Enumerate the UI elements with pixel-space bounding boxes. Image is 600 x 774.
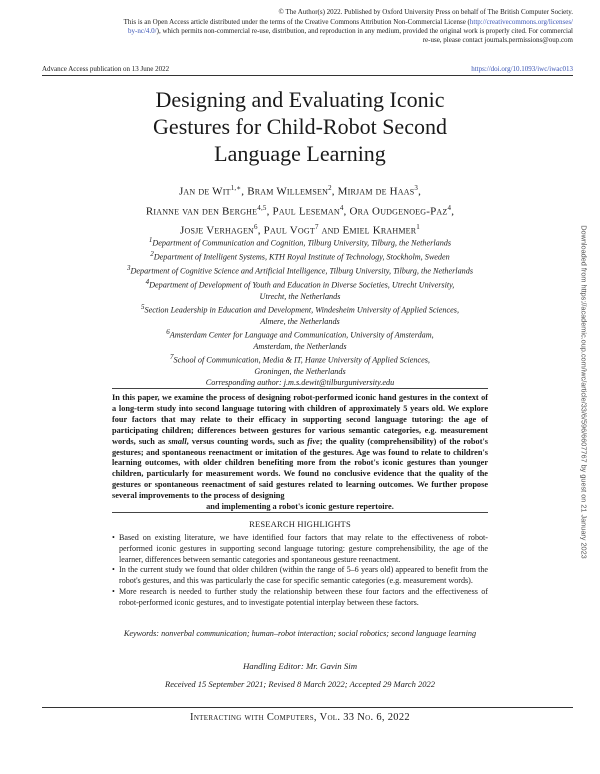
affiliation-line bbox=[40, 366, 560, 377]
affiliation-text: Almere, the Netherlands bbox=[260, 316, 340, 326]
abstract-part-1: In this paper, we examine the process of designing robot-performed iconic hand gestures in the context of a long-term study into second language tutoring with children of approximately 5 years old. We explore four factors that may relate to their efficacy in supporting second language tutoring: the age of participating children; differences between gestures for various semantic categories, e.g. measurement words, such as bbox=[112, 393, 488, 446]
author-name: Paul Vogt bbox=[263, 224, 315, 237]
affiliation-sup: 4 bbox=[145, 277, 150, 286]
title-line-1: Designing and Evaluating Iconic bbox=[155, 87, 445, 112]
author-sep: , bbox=[451, 205, 455, 218]
affiliation-text: Department of Development of Youth and Education in Diverse Societies, Utrecht University, bbox=[149, 280, 455, 290]
affiliation-line bbox=[40, 302, 560, 316]
author-name: Josje Verhagen bbox=[180, 224, 255, 237]
author-line bbox=[40, 200, 560, 220]
keywords-label: Keywords: bbox=[123, 629, 160, 638]
license-text-1: This is an Open Access article distributed under the terms of the Creative Commons Attribution Non-Commercial License ( bbox=[123, 18, 470, 26]
author-sep: , bbox=[331, 185, 338, 198]
affiliation-text: Amsterdam, the Netherlands bbox=[253, 342, 347, 352]
affiliation-text: School of Communication, Media & IT, Hanze University of Applied Sciences, bbox=[173, 355, 430, 365]
highlight-item bbox=[112, 565, 488, 587]
affiliation-text: Groningen, the Netherlands bbox=[254, 367, 346, 377]
author-sep: , bbox=[418, 185, 422, 198]
author-affil-sup: 1 bbox=[416, 223, 420, 232]
footer-rule bbox=[42, 707, 573, 708]
affiliation-line bbox=[40, 341, 560, 352]
bullet-icon: • bbox=[112, 565, 115, 575]
affiliation-line bbox=[40, 249, 560, 263]
highlight-item bbox=[112, 587, 488, 609]
affiliation-sup: 5 bbox=[140, 302, 145, 311]
author-affil-sup: 4 bbox=[447, 203, 452, 212]
author-list bbox=[40, 180, 560, 239]
affiliation-text: Amsterdam Center for Language and Communication, University of Amsterdam, bbox=[169, 330, 434, 340]
author-affil-sup: 7 bbox=[314, 223, 319, 232]
author-name: Mirjam de Haas bbox=[337, 185, 415, 198]
author-affil-sup: 6 bbox=[254, 223, 258, 232]
highlights bbox=[112, 533, 488, 609]
highlight-text: More research is needed to further study the relationship between these four factors and the effectiveness of robot-performed iconic gestures, and to investigate potential interplay between these factors. bbox=[119, 586, 488, 607]
license-block bbox=[46, 18, 573, 45]
bullet-icon: • bbox=[112, 586, 115, 596]
author-name: Bram Willemsen bbox=[247, 185, 329, 198]
abstract-emph-five: five bbox=[307, 436, 320, 446]
author-sep: , bbox=[257, 224, 264, 237]
abstract-part-2: , versus counting words, such as bbox=[186, 436, 308, 446]
author-affil-sup: 3 bbox=[414, 184, 419, 192]
author-line bbox=[40, 180, 560, 200]
author-affil-sup: 2 bbox=[328, 184, 332, 192]
affiliation-sup: 1 bbox=[148, 236, 153, 244]
affiliation-text: Corresponding author: j.m.s.dewit@tilburguniversity.edu bbox=[205, 378, 395, 388]
abstract-last-line: and implementing a robot's iconic gesture repertoire. bbox=[206, 502, 394, 512]
author-sep: , bbox=[343, 205, 350, 218]
author-name: Ora Oudgenoeg-Paz bbox=[349, 205, 448, 218]
paper-title bbox=[60, 86, 540, 167]
license-text-3: re-use, please contact journals.permissions@oup.com bbox=[422, 36, 573, 44]
abstract-emph-small: small bbox=[168, 436, 187, 446]
title-line-2: Gestures for Child-Robot Second bbox=[153, 114, 447, 139]
keywords bbox=[112, 628, 488, 639]
highlight-text: In the current study we found that older children (within the range of 5–6 years old) appeared to benefit from the robot's gestures, and this was particularly the case for specific semantic categories (e.g. measurement words). bbox=[119, 565, 488, 586]
advance-access: Advance Access publication on 13 June 2022 bbox=[42, 65, 170, 73]
author-name: Paul Leseman bbox=[272, 205, 340, 218]
bullet-icon: • bbox=[112, 533, 115, 542]
license-link-2[interactable]: by-nc/4.0/ bbox=[128, 27, 157, 35]
journal-footer: Interacting with Computers, Vol. 33 No. 6, 2022 bbox=[190, 712, 410, 723]
affiliation-line bbox=[40, 352, 560, 366]
doi-link[interactable]: https://doi.org/10.1093/iwc/iwac013 bbox=[471, 65, 573, 73]
author-name: Emiel Krahmer bbox=[342, 224, 417, 237]
author-affil-sup: 1,∗ bbox=[230, 184, 242, 192]
abstract-part-3: ; the quality (comprehensibility) of the robot's gestures; and spontaneous reenactment or imitation of the gestures. Age was found to relate to children's learning outcomes, with older children benefiting more from the robot's iconic gestures than younger children, particularly for measurement words. We found no conclusive evidence that the quality of the gestures or spontaneous reenactment of said gestures related to learning outcomes. We further propose several improvements to the process of designing bbox=[112, 436, 488, 501]
affiliation-list bbox=[40, 235, 560, 389]
affiliation-sup: 6 bbox=[166, 328, 170, 337]
author-affil-sup: 4 bbox=[339, 203, 344, 212]
header-rule bbox=[42, 75, 573, 76]
abstract bbox=[112, 393, 488, 513]
highlight-item bbox=[112, 533, 488, 565]
affiliation-line bbox=[40, 377, 560, 388]
affiliation-sup: 3 bbox=[126, 263, 131, 272]
license-text-2: ), which permits non-commercial re-use, distribution, and reproduction in any medium, provided the original work is properly cited. For commercial bbox=[156, 27, 573, 35]
copyright-line: © The Author(s) 2022. Published by Oxford University Press on behalf of The British Computer Society. bbox=[278, 8, 573, 16]
received-dates: Received 15 September 2021; Revised 8 March 2022; Accepted 29 March 2022 bbox=[165, 679, 435, 689]
affiliation-line bbox=[40, 327, 560, 341]
affiliation-text: Section Leadership in Education and Development, Windesheim University of Applied Sciences, bbox=[144, 305, 460, 315]
abstract-bottom-rule bbox=[112, 512, 488, 513]
author-sep: , bbox=[241, 185, 248, 198]
affiliation-line bbox=[40, 291, 560, 302]
author-affil-sup: 4,5 bbox=[257, 203, 267, 212]
affiliation-line bbox=[40, 277, 560, 291]
highlights-heading: RESEARCH HIGHLIGHTS bbox=[249, 519, 351, 529]
author-and: and bbox=[318, 224, 343, 237]
highlight-text: Based on existing literature, we have identified four factors that may relate to the effectiveness of robot-performed iconic gestures in supporting second language tutoring: gesture comprehensibility, the age of the learner, differences between semantic categories and spontaneous gesture reenactment. bbox=[119, 533, 488, 564]
affiliation-sup: 7 bbox=[170, 353, 174, 362]
keywords-text: nonverbal communication; human–robot interaction; social robotics; second language learning bbox=[159, 629, 477, 638]
author-sep: , bbox=[266, 205, 273, 218]
title-line-3: Language Learning bbox=[214, 141, 386, 166]
affiliation-line bbox=[40, 316, 560, 327]
handling-editor: Handling Editor: Mr. Gavin Sim bbox=[242, 661, 358, 671]
author-name: Rianne van den Berghe bbox=[145, 205, 258, 218]
download-sidebar: Downloaded from https://academic.oup.com/iwc/article/33/6/596/6607767 by guest on 21 January 2023 bbox=[579, 225, 589, 559]
affiliation-sup: 2 bbox=[150, 249, 154, 258]
highlights-list bbox=[112, 533, 488, 609]
affiliation-line bbox=[40, 263, 560, 277]
abstract-top-rule bbox=[112, 388, 488, 389]
affiliation-line bbox=[40, 235, 560, 249]
affiliation-text: Utrecht, the Netherlands bbox=[259, 291, 341, 301]
affiliation-text: Department of Intelligent Systems, KTH Royal Institute of Technology, Stockholm, Sweden bbox=[153, 252, 450, 262]
affiliation-text: Department of Cognitive Science and Artificial Intelligence, Tilburg University, Tilburg, the Netherlands bbox=[130, 266, 474, 276]
license-link[interactable]: http://creativecommons.org/licenses/ bbox=[469, 18, 573, 26]
affiliation-text: Department of Communication and Cognition, Tilburg University, Tilburg, the Netherlands bbox=[152, 238, 452, 248]
author-name: Jan de Wit bbox=[178, 185, 231, 198]
